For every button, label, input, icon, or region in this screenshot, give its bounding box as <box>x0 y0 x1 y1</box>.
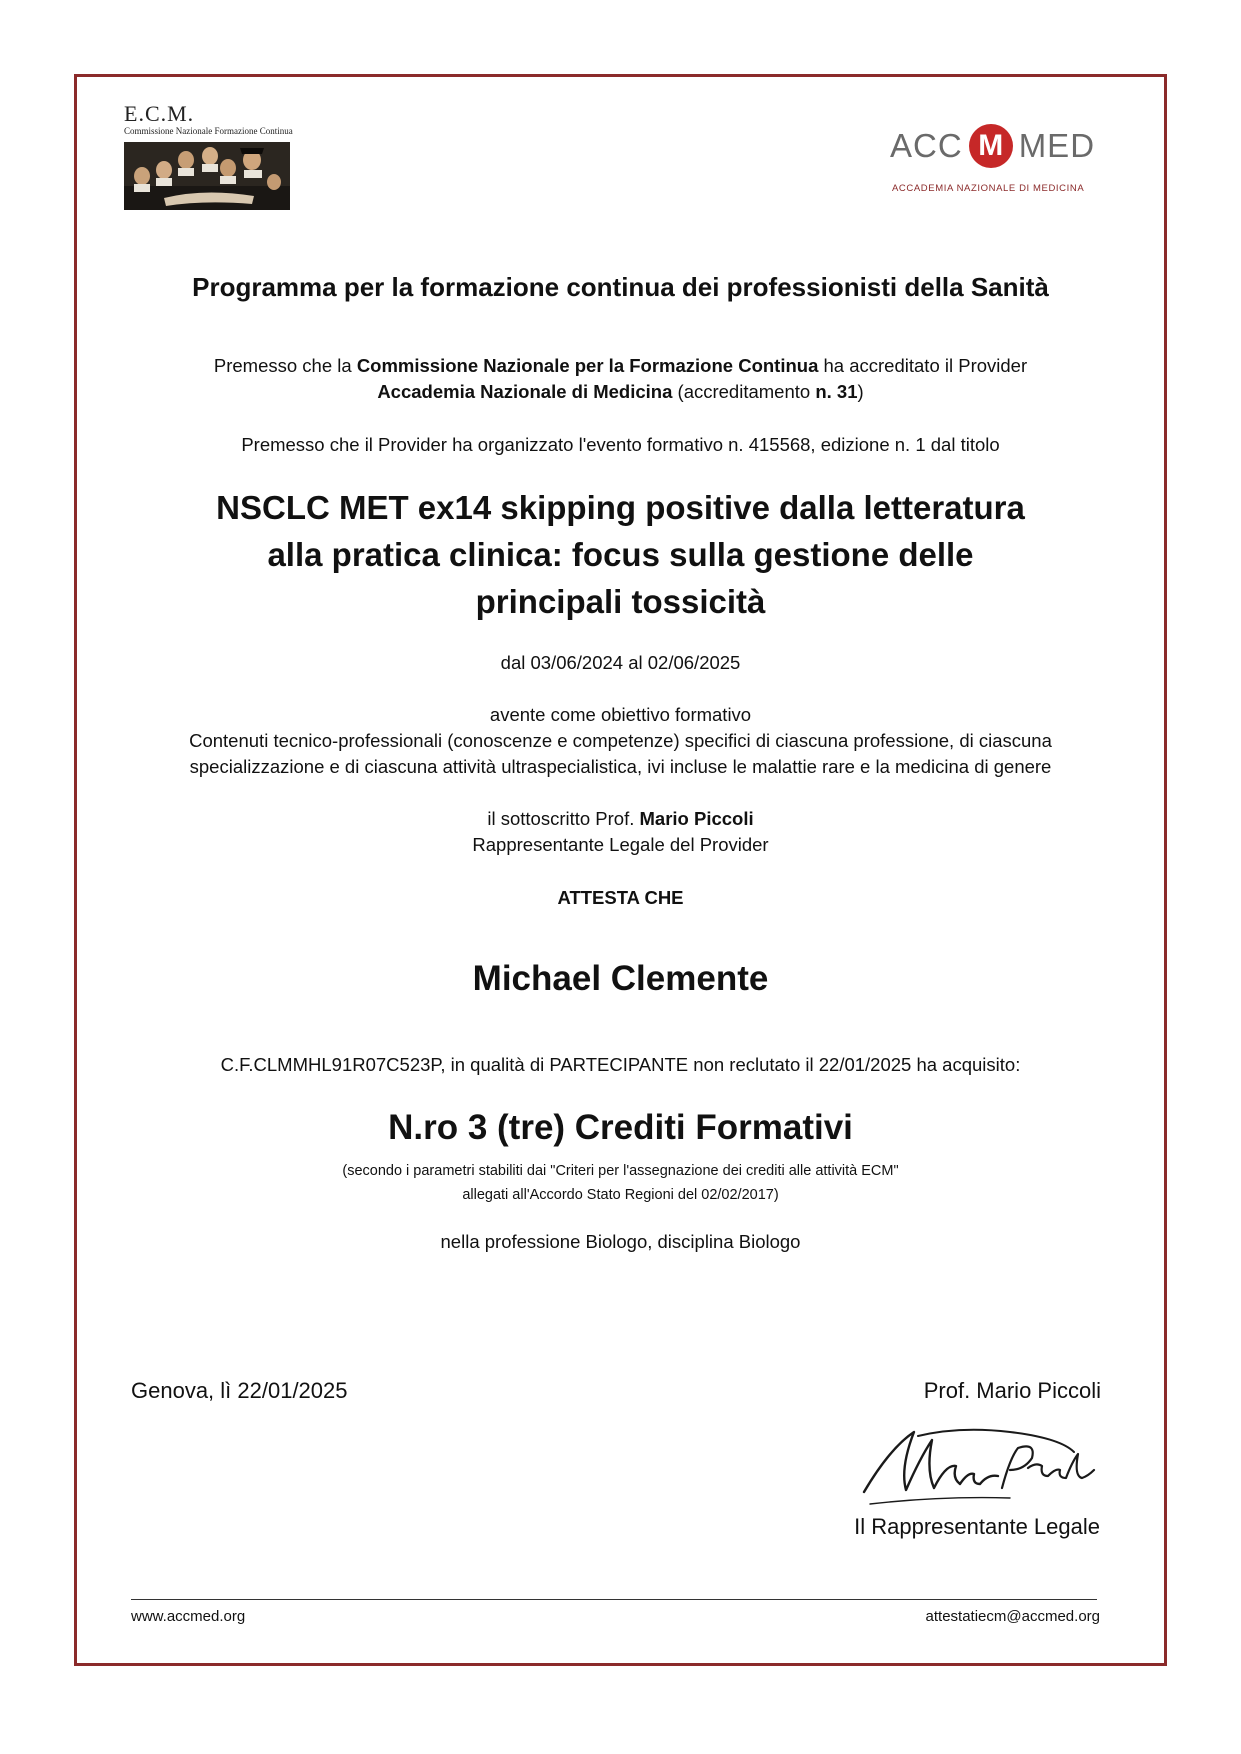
accmed-monogram-icon: M <box>969 124 1013 168</box>
program-title: Programma per la formazione continua dei professionisti della Sanità <box>192 272 1049 302</box>
accreditation-prefix: (accreditamento <box>672 381 816 402</box>
objective-label: avente come obiettivo formativo <box>489 704 752 725</box>
signatory-role: Rappresentante Legale del Provider <box>472 834 769 855</box>
criteria-note <box>74 1159 1167 1207</box>
signature-image <box>860 1418 1100 1510</box>
signatory-prefix: il sottoscritto Prof. <box>487 808 640 829</box>
commission-name: Commissione Nazionale per la Formazione Continua <box>356 355 819 376</box>
premise-accreditation <box>74 353 1167 405</box>
footer-divider <box>131 1599 1097 1600</box>
provider-name: Accademia Nazionale di Medicina <box>377 381 673 402</box>
event-title-line3: principali tossicità <box>475 583 766 620</box>
accmed-logo-right: MED <box>1018 127 1096 164</box>
event-title-line1: NSCLC MET ex14 skipping positive dalla letteratura <box>216 489 1025 526</box>
signatory-block <box>74 806 1167 858</box>
criteria-line2: allegati all'Accordo Stato Regioni del 02/02/2017) <box>462 1187 779 1203</box>
premise-event: Premesso che il Provider ha organizzato l'evento formativo n. 415568, edizione n. 1 dal titolo <box>241 434 1000 455</box>
footer-website-link[interactable]: www.accmed.org <box>131 1608 246 1625</box>
ecm-logo-subtitle: Commissione Nazionale Formazione Continua <box>124 126 293 136</box>
signer-title: Il Rappresentante Legale <box>854 1514 1100 1539</box>
participant-name: Michael Clemente <box>472 959 769 998</box>
ecm-logo-title: E.C.M. <box>124 101 195 126</box>
event-title-line2: alla pratica clinica: focus sulla gestione delle <box>267 536 974 573</box>
event-title <box>74 484 1167 625</box>
ecm-painting-image <box>124 142 290 210</box>
signatory-name: Mario Piccoli <box>639 808 754 829</box>
footer-email-link[interactable]: attestatiecm@accmed.org <box>925 1608 1100 1625</box>
objective-block <box>74 702 1167 780</box>
place-date: Genova, lì 22/01/2025 <box>131 1378 348 1403</box>
attesta-heading: ATTESTA CHE <box>557 887 684 908</box>
participant-details: C.F.CLMMHL91R07C523P, in qualità di PARTECIPANTE non reclutato il 22/01/2025 ha acquisito: <box>220 1054 1021 1075</box>
event-date-range: dal 03/06/2024 al 02/06/2025 <box>500 652 741 673</box>
criteria-line1: (secondo i parametri stabiliti dai "Criteri per l'assegnazione dei crediti alle attività ECM" <box>342 1163 899 1179</box>
premise1-middle: ha accreditato il Provider <box>818 355 1028 376</box>
accreditation-number: n. 31 <box>815 381 858 402</box>
premise1-prefix: Premesso che la <box>213 355 357 376</box>
accmed-logo-left: ACC <box>890 127 963 164</box>
accmed-logo <box>890 124 1095 168</box>
objective-line2: specializzazione e di ciascuna attività ultraspecialistica, ivi incluse le malattie rare e la medicina di genere <box>189 756 1052 777</box>
credits-awarded: N.ro 3 (tre) Crediti Formativi <box>388 1108 853 1147</box>
accmed-logo-subtitle: ACCADEMIA NAZIONALE DI MEDICINA <box>892 183 1085 194</box>
accreditation-suffix: ) <box>857 381 864 402</box>
objective-line1: Contenuti tecnico-professionali (conoscenze e competenze) specifici di ciascuna professione, di ciascuna <box>189 730 1052 751</box>
signer-name: Prof. Mario Piccoli <box>923 1378 1101 1403</box>
profession-discipline: nella professione Biologo, disciplina Biologo <box>440 1231 801 1252</box>
